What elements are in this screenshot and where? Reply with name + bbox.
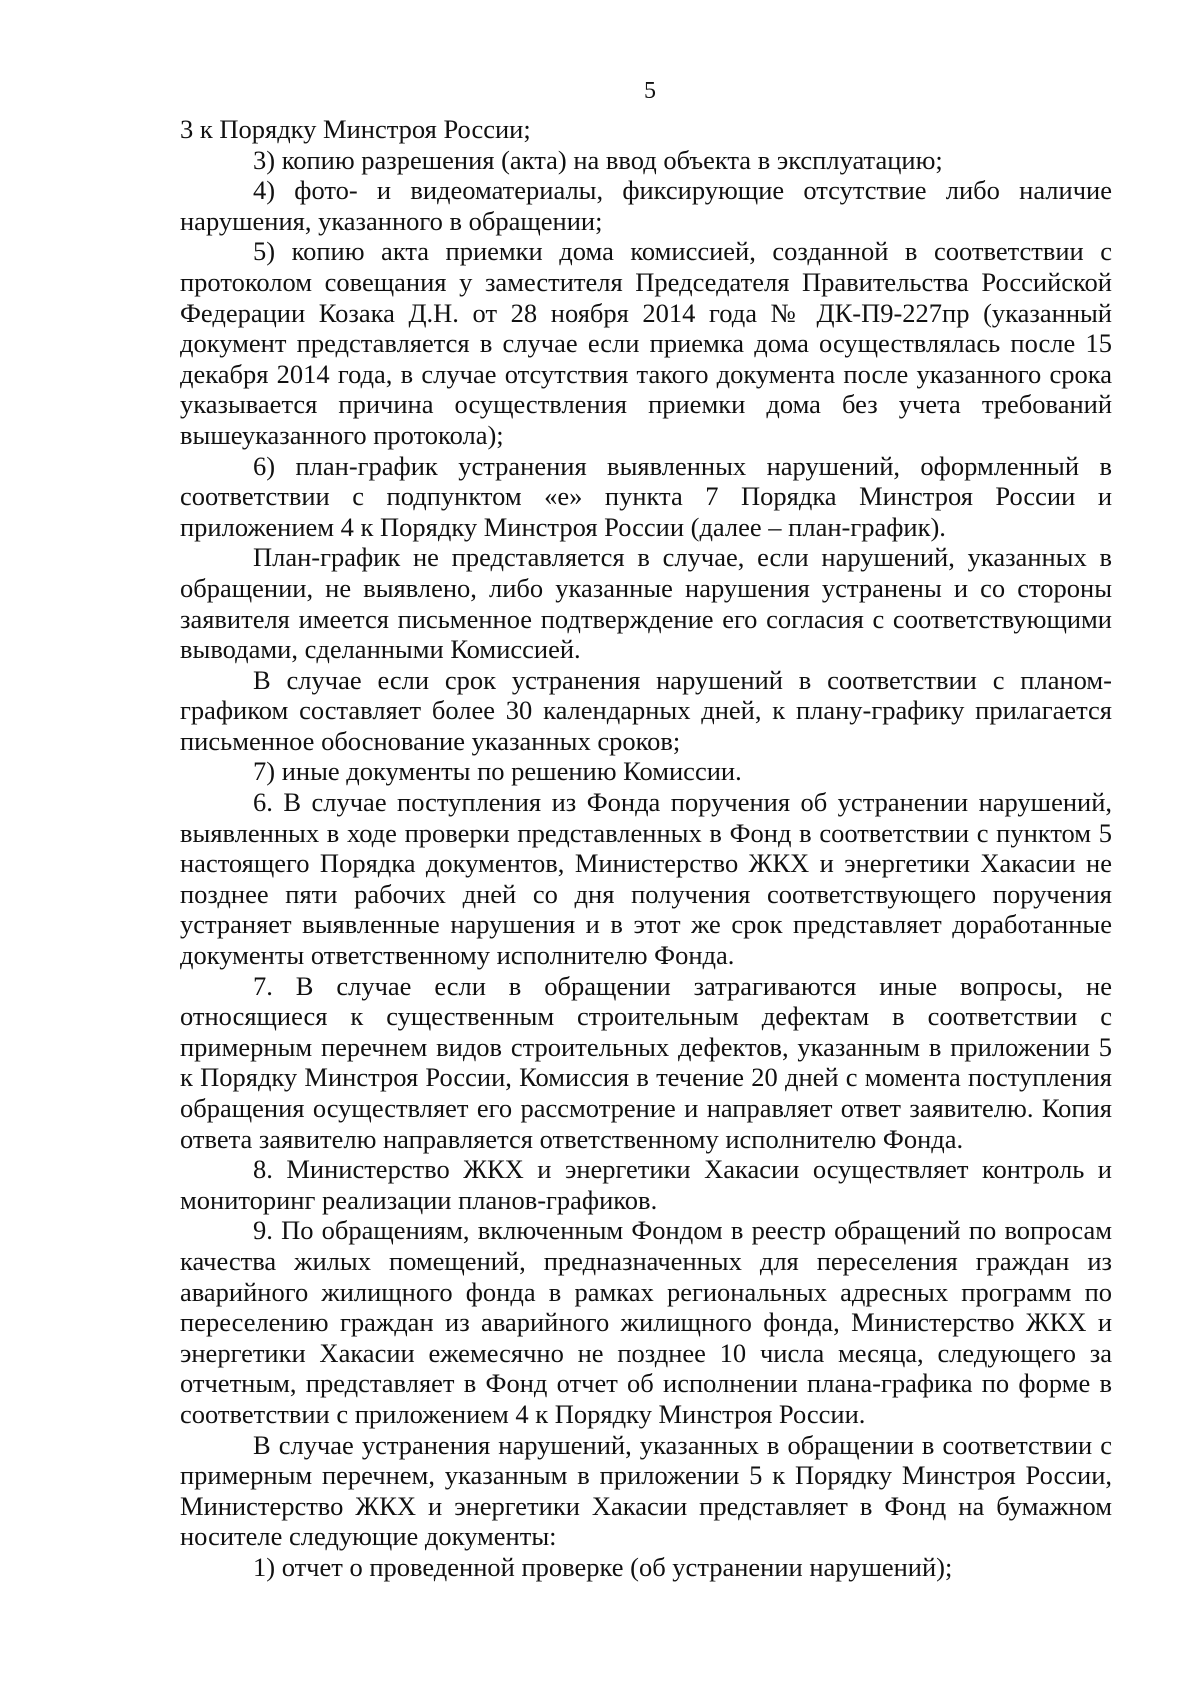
paragraph: План-график не представляется в случае, если нарушений, указанных в обращении, не выявлено, либо указанные нарушения устранены и со стороны заявителя имеется письменное подтверждение его согласия с соответствующими выводами, сделанными Комиссией. <box>180 542 1112 665</box>
page-number: 5 <box>644 78 656 104</box>
paragraph: 4) фото- и видеоматериалы, фиксирующие отсутствие либо наличие нарушения, указанного в обращении; <box>180 175 1112 236</box>
paragraph: 6. В случае поступления из Фонда поручения об устранении нарушений, выявленных в ходе проверки представленных в Фонд в соответствии с пунктом 5 настоящего Порядка документов, Министерство ЖКХ и энергетики Хакасии не позднее пяти рабочих дней со дня получения соответствующего поручения устраняет выявленные нарушения и в этот же срок представляет доработанные документы ответственному исполнителю Фонда. <box>180 787 1112 971</box>
paragraph: 8. Министерство ЖКХ и энергетики Хакасии осуществляет контроль и мониторинг реализации планов-графиков. <box>180 1154 1112 1215</box>
paragraph: 7) иные документы по решению Комиссии. <box>253 756 742 787</box>
paragraph: 1) отчет о проведенной проверке (об устранении нарушений); <box>253 1551 953 1582</box>
paragraph: 9. По обращениям, включенным Фондом в реестр обращений по вопросам качества жилых помещений, предназначенных для переселения граждан из аварийного жилищного фонда в рамках региональных адресных программ по переселению граждан из аварийного жилищного фонда, Министерство ЖКХ и энергетики Хакасии ежемесячно не позднее 10 числа месяца, следующего за отчетным, представляет в Фонд отчет об исполнении плана-графика по форме в соответствии с приложением 4 к Порядку Минстроя России. <box>180 1215 1112 1429</box>
paragraph: 7. В случае если в обращении затрагиваются иные вопросы, не относящиеся к существенным строительным дефектам в соответствии с примерным перечнем видов строительных дефектов, указанным в приложении 5 к Порядку Минстроя России, Комиссия в течение 20 дней с момента поступления обращения осуществляет его рассмотрение и направляет ответ заявителю. Копия ответа заявителю направляется ответственному исполнителю Фонда. <box>180 970 1112 1154</box>
paragraph: 6) план-график устранения выявленных нарушений, оформленный в соответствии с подпунктом «е» пункта 7 Порядка Минстроя России и приложением 4 к Порядку Минстроя России (далее – план-график). <box>180 450 1112 542</box>
paragraph: В случае если срок устранения нарушений в соответствии с планом-графиком составляет более 30 календарных дней, к плану-графику прилагается письменное обоснование указанных сроков; <box>180 664 1112 756</box>
paragraph: 3 к Порядку Минстроя России; <box>180 114 531 144</box>
paragraph: 3) копию разрешения (акта) на ввод объекта в эксплуатацию; <box>253 144 943 175</box>
paragraph: В случае устранения нарушений, указанных в обращении в соответствии с примерным перечнем, указанным в приложении 5 к Порядку Минстроя России, Министерство ЖКХ и энергетики Хакасии представляет в Фонд на бумажном носителе следующие документы: <box>180 1429 1112 1552</box>
paragraph: 5) копию акта приемки дома комиссией, созданной в соответствии с протоколом совещания у заместителя Председателя Правительства Российской Федерации Козака Д.Н. от 28 ноября 2014 года № ДК-П9-227пр (указанный документ представляется в случае если приемка дома осуществлялась после 15 декабря 2014 года, в случае отсутствия такого документа после указанного срока указывается причина осуществления приемки дома без учета требований вышеуказанного протокола); <box>180 236 1112 450</box>
document-body <box>180 114 1112 1583</box>
